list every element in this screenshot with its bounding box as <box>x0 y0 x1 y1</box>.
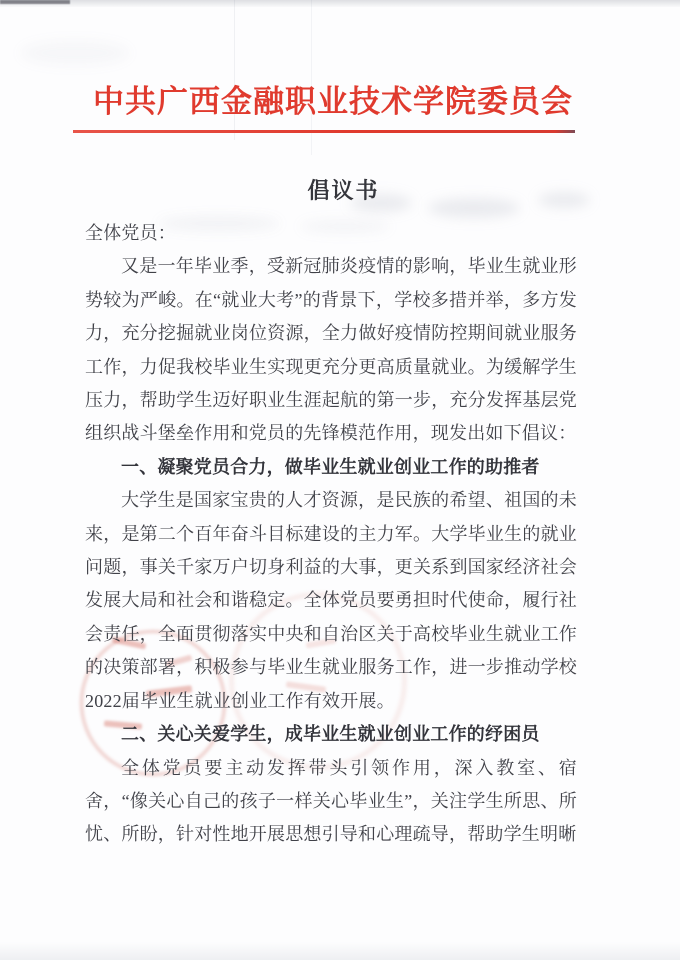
scan-artifact-top-edge <box>0 0 680 7</box>
scan-artifact-bleedthrough-smudge <box>20 40 130 66</box>
paragraph-intro: 又是一年毕业季，受新冠肺炎疫情的影响，毕业生就业形势较为严峻。在“就业大考”的背景下，学校多措并举，多方发力，充分挖掘就业岗位资源，全力做好疫情防控期间就业服务工作，力促我校毕业生实现更充分更高质量就业。为缓解学生压力，帮助学生迈好职业生涯起航的第一步，充分发挥基层党组织战斗堡垒作用和党员的先锋模范作用，现发出如下倡议： <box>85 256 577 444</box>
paragraph-section-1: 大学生是国家宝贵的人才资源，是民族的希望、祖国的未来，是第二个百年奋斗目标建设的主力军。大学毕业生的就业问题，事关千家万户切身利益的大事，更关系到国家经济社会发展大局和社会和谐稳定。全体党员要勇担时代使命，履行社会责任，全面贯彻落实中央和自治区关于高校毕业生就业工作的决策部署，积极参与毕业生就业服务工作，进一步推动学校2022届毕业生就业创业工作有效开展。 <box>85 490 577 711</box>
letterhead-divider-rule <box>73 130 575 133</box>
scan-artifact-bottom-edge <box>0 942 680 960</box>
section-heading-2: 二、关心关爱学生，成毕业生就业创业工作的纾困员 <box>121 724 540 745</box>
scan-artifact-corner-mark <box>0 0 70 4</box>
letterhead-org-title: 中共广西金融职业技术学院委员会 <box>93 84 573 119</box>
salutation: 全体党员： <box>85 223 176 243</box>
document-body <box>85 217 577 852</box>
paragraph-section-2: 全体党员要主动发挥带头引领作用，深入教室、宿舍，“像关心自己的孩子一样关心毕业生”，关注学生所思、所忧、所盼，针对性地开展思想引导和心理疏导，帮助学生明晰 <box>85 757 577 845</box>
section-heading-1: 一、凝聚党员合力，做毕业生就业创业工作的助推者 <box>121 456 540 477</box>
document-title: 倡议书 <box>307 178 380 203</box>
